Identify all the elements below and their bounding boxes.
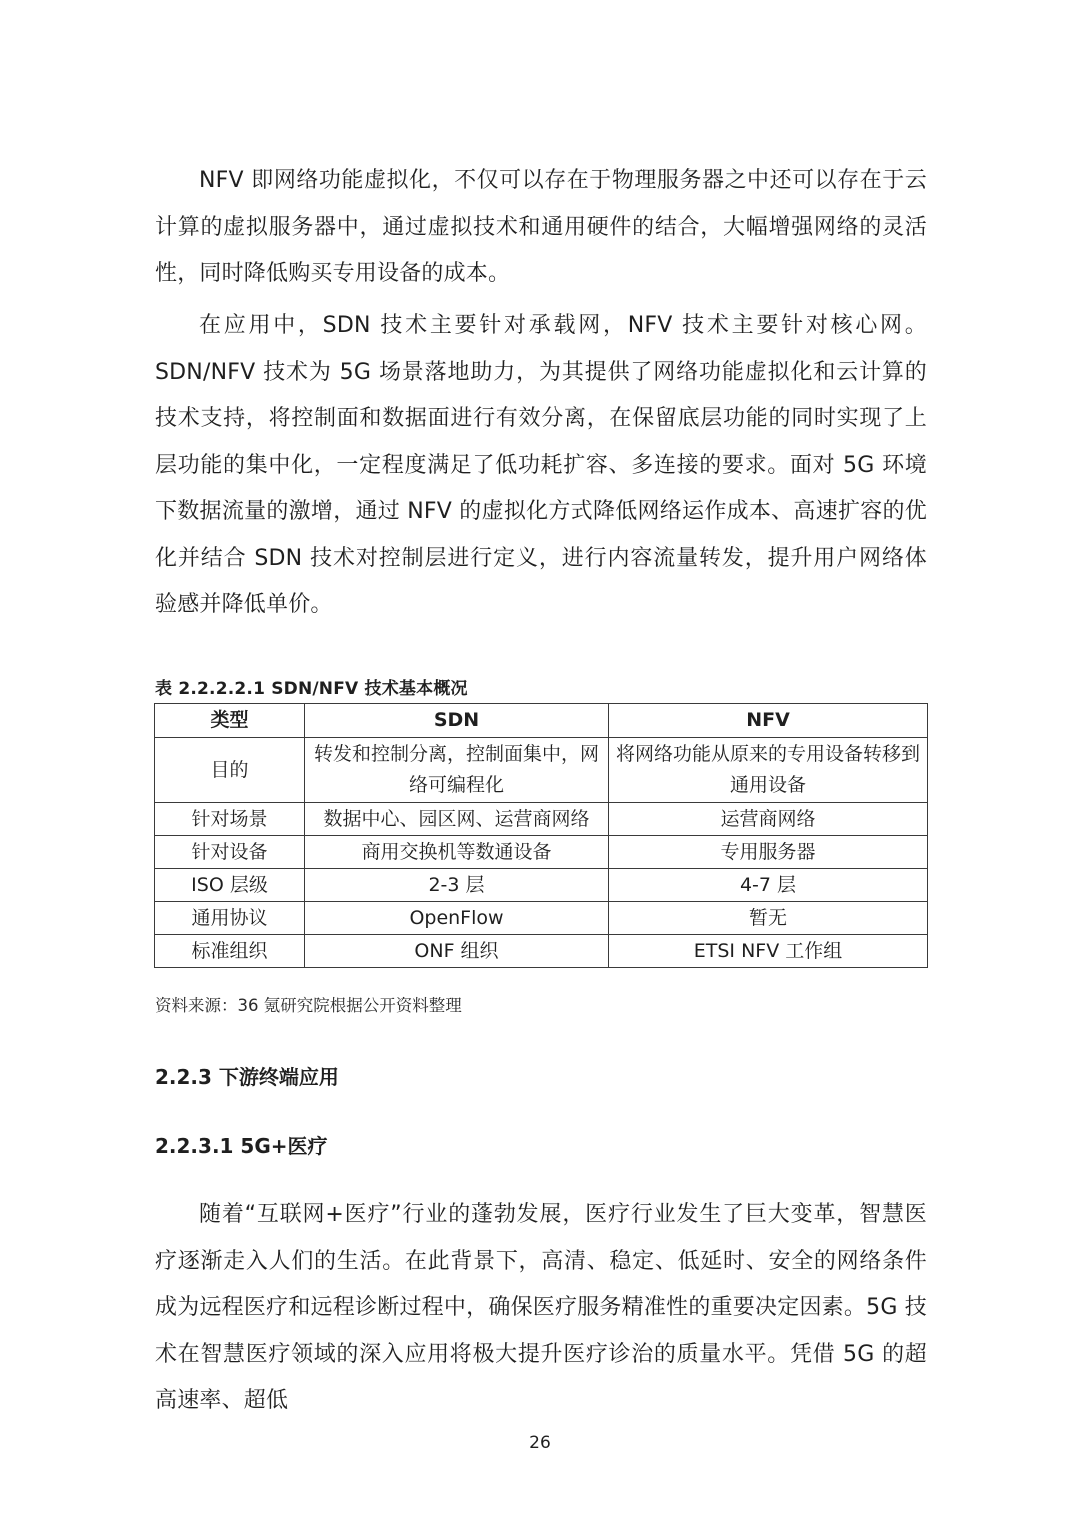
sdn-cell: OpenFlow: [305, 902, 609, 935]
sdn-cell: ONF 组织: [305, 935, 609, 968]
section-heading-2-2-3: 2.2.3 下游终端应用: [155, 1065, 339, 1089]
table-row: [155, 738, 928, 803]
table-caption: 表 2.2.2.2.1 SDN/NFV 技术基本概况: [155, 679, 468, 699]
row-label: 标准组织: [155, 935, 305, 968]
table-row: [155, 836, 928, 869]
table-row: [155, 803, 928, 836]
nfv-cell: 4-7 层: [609, 869, 928, 902]
nfv-cell: 专用服务器: [609, 836, 928, 869]
table-source-note: 资料来源：36 氪研究院根据公开资料整理: [155, 996, 462, 1015]
nfv-cell: 将网络功能从原来的专用设备转移到通用设备: [609, 738, 928, 803]
table-row: [155, 902, 928, 935]
sdn-cell: 转发和控制分离，控制面集中，网络可编程化: [305, 738, 609, 803]
header-sdn: SDN: [305, 704, 609, 738]
row-label: 针对设备: [155, 836, 305, 869]
paragraph-nfv-intro: NFV 即网络功能虚拟化，不仅可以存在于物理服务器之中还可以存在于云计算的虚拟服务器中，通过虚拟技术和通用硬件的结合，大幅增强网络的灵活性，同时降低购买专用设备的成本。: [155, 168, 927, 286]
page-number: 26: [529, 1433, 551, 1453]
nfv-cell: ETSI NFV 工作组: [609, 935, 928, 968]
table-row: [155, 935, 928, 968]
section-heading-2-2-3-1: 2.2.3.1 5G+医疗: [155, 1134, 328, 1158]
sdn-cell: 数据中心、园区网、运营商网络: [305, 803, 609, 836]
row-label: ISO 层级: [155, 869, 305, 902]
sdn-cell: 商用交换机等数通设备: [305, 836, 609, 869]
nfv-cell: 暂无: [609, 902, 928, 935]
paragraph-sdn-nfv-application: 在应用中，SDN 技术主要针对承载网，NFV 技术主要针对核心网。SDN/NFV 技术为 5G 场景落地助力，为其提供了网络功能虚拟化和云计算的技术支持，将控制面和数据面进行有效分离，在保留底层功能的同时实现了上层功能的集中化，一定程度满足了低功耗扩容、多连接的要求。面对 5G 环境下数据流量的激增，通过 NFV 的虚拟化方式降低网络运作成本、高速扩容的优化并结合 SDN 技术对控制层进行定义，进行内容流量转发，提升用户网络体验感并降低单价。: [155, 313, 927, 617]
row-label: 通用协议: [155, 902, 305, 935]
row-label: 针对场景: [155, 803, 305, 836]
nfv-cell: 运营商网络: [609, 803, 928, 836]
sdn-nfv-overview-table: [154, 703, 928, 968]
table-header-row: [155, 704, 928, 738]
paragraph-5g-medical: 随着“互联网+医疗”行业的蓬勃发展，医疗行业发生了巨大变革，智慧医疗逐渐走入人们的生活。在此背景下，高清、稳定、低延时、安全的网络条件成为远程医疗和远程诊断过程中，确保医疗服务精准性的重要决定因素。5G 技术在智慧医疗领域的深入应用将极大提升医疗诊治的质量水平。凭借 5G 的超高速率、超低: [155, 1202, 927, 1413]
header-nfv: NFV: [609, 704, 928, 738]
row-label: 目的: [155, 738, 305, 803]
sdn-cell: 2-3 层: [305, 869, 609, 902]
table-row: [155, 869, 928, 902]
header-type: 类型: [155, 704, 305, 738]
